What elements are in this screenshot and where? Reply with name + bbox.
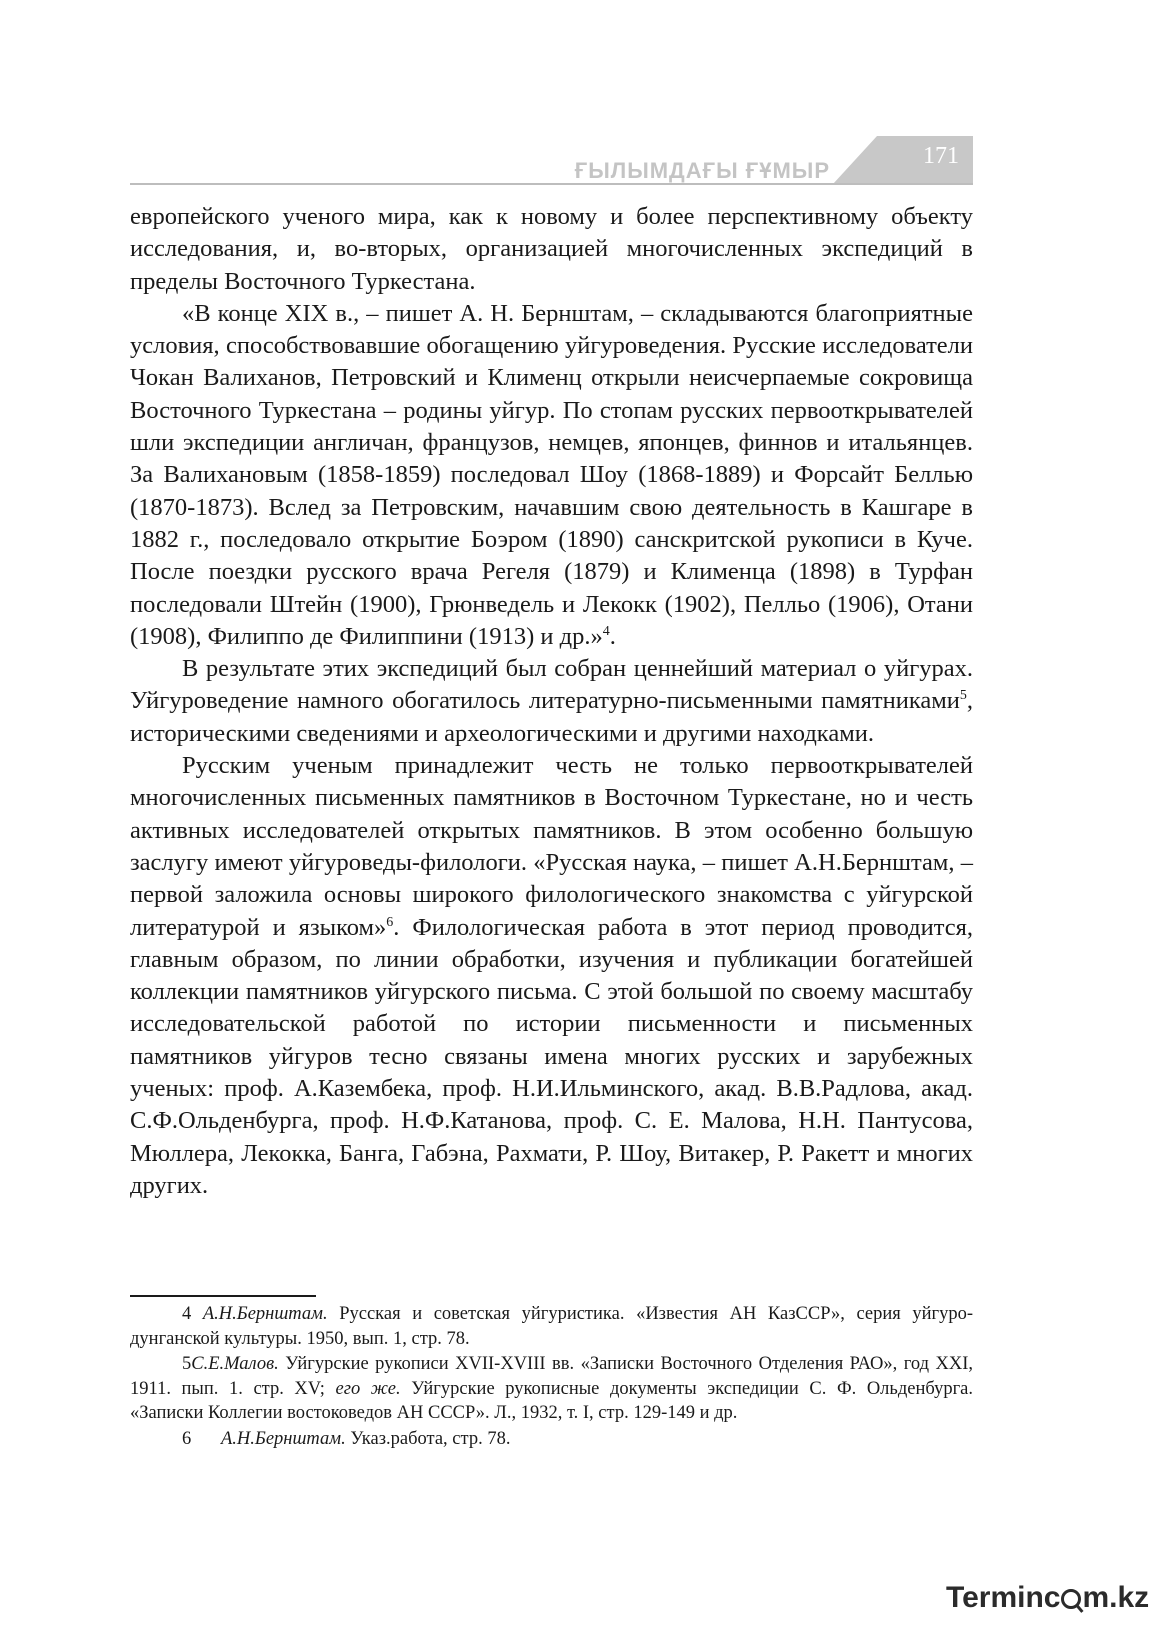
body-text — [130, 201, 973, 1202]
running-header — [130, 136, 973, 188]
footnotes — [130, 1302, 973, 1453]
footnote-separator — [130, 1295, 316, 1297]
footnote-6: 6 А.Н.Бернштам. Указ.работа, стр. 78. — [182, 1428, 511, 1449]
site-watermark: Terminc m.kz — [946, 1581, 1150, 1614]
page-number: 171 — [923, 143, 959, 169]
footnote-ref-6[interactable]: 6 — [386, 914, 394, 930]
paragraph-2: «В конце XIX в., – пишет А. Н. Бернштам, – складываются благоприятные условия, способствовавшие обогащению уйгуроведения. Русские исследователи Чокан Валиханов, Петровский и Клименц открыли неисчерпаемые сокровища Восточного Туркестана – родины уйгур. По стопам русских первооткрывателей шли экспедиции англичан, французов, немцев, японцев, финнов и итальянцев. За Валихановым (1858-1859) последовал Шоу (1868-1889) и Форсайт Беллью (1870-1873). Вслед за Петровским, начавшим свою деятельность в Кашгаре в 1882 г., последовало открытие Боэром (1890) санскритской рукописи в Куче. После поездки русского врача Регеля (1879) и Клименца (1898) в Турфан последовали Штейн (1900), Грюнведель и Лекокк (1902), Пелльо (1906), Отани (1908), Филиппо де Филиппини (1913) и др.»$^4$. — [130, 299, 973, 650]
footnote-4: 4 А.Н.Бернштам. Русская и советская уйгуристика. «Известия АН КазССР», серия уйгуро-дунганской культуры. 1950, вып. 1, стр. 78. — [130, 1304, 974, 1349]
header-title: ҒЫЛЫМДАҒЫ ҒҰМЫР — [574, 158, 830, 183]
footnote-5: 5С.Е.Малов. Уйгурские рукописи XVII-XVIII вв. «Записки Восточного Отделения РАО», год XXI, 1911. пып. 1. стр. XV; его же. Уйгурские рукописные документы экспедиции С. Ф. Ольденбурга. «Записки Коллегии востоковедов АН СССР». Л., 1932, т. I, стр. 129-149 и др. — [130, 1354, 973, 1424]
magnifier-icon — [1061, 1589, 1081, 1609]
footnote-ref-5[interactable]: 5 — [959, 688, 967, 704]
paragraph-1: европейского ученого мира, как к новому и более перспективному объекту исследования, и, во-вторых, организацией многочисленных экспедиций в пределы Восточного Туркестана. — [130, 203, 973, 295]
paragraph-4: Русским ученым принадлежит честь не только первооткрывателей многочисленных письменных памятников в Восточном Туркестане, но и честь активных исследователей открытых памятников. В этом особенно большую заслугу имеют уйгуроведы-филологи. «Русская наука, – пишет А.Н.Бернштам, – первой заложила основы широкого филологического знакомства с уйгурской литературой и языком»$^6$. Филологическая работа в этот период проводится, главным образом, по линии обработки, изучения и публикации богатейшей коллекции памятников уйгурского письма. С этой большой по своему масштабу исследовательской работой по истории письменности и письменных памятников уйгуров тесно связаны имена многих русских и зарубежных ученых: проф. А.Казембека, проф. Н.И.Ильминского, акад. В.В.Радлова, акад. С.Ф.Ольденбурга, проф. Н.Ф.Катанова, проф. С. Е. Малова, Н.Н. Пантусова, Мюллера, Лекокка, Банга, Габэна, Рахмати, Р. Шоу, Витакер, Р. Ракетт и многих других. — [130, 752, 973, 1199]
paragraph-3: В результате этих экспедиций был собран ценнейший материал о уйгурах. Уйгуроведение намного обогатилось литературно-письменными памятниками$^5$, историческими сведениями и археологическими и другими находками. — [130, 655, 973, 747]
footnote-ref-4[interactable]: 4 — [602, 623, 610, 639]
header-rule — [130, 183, 973, 185]
